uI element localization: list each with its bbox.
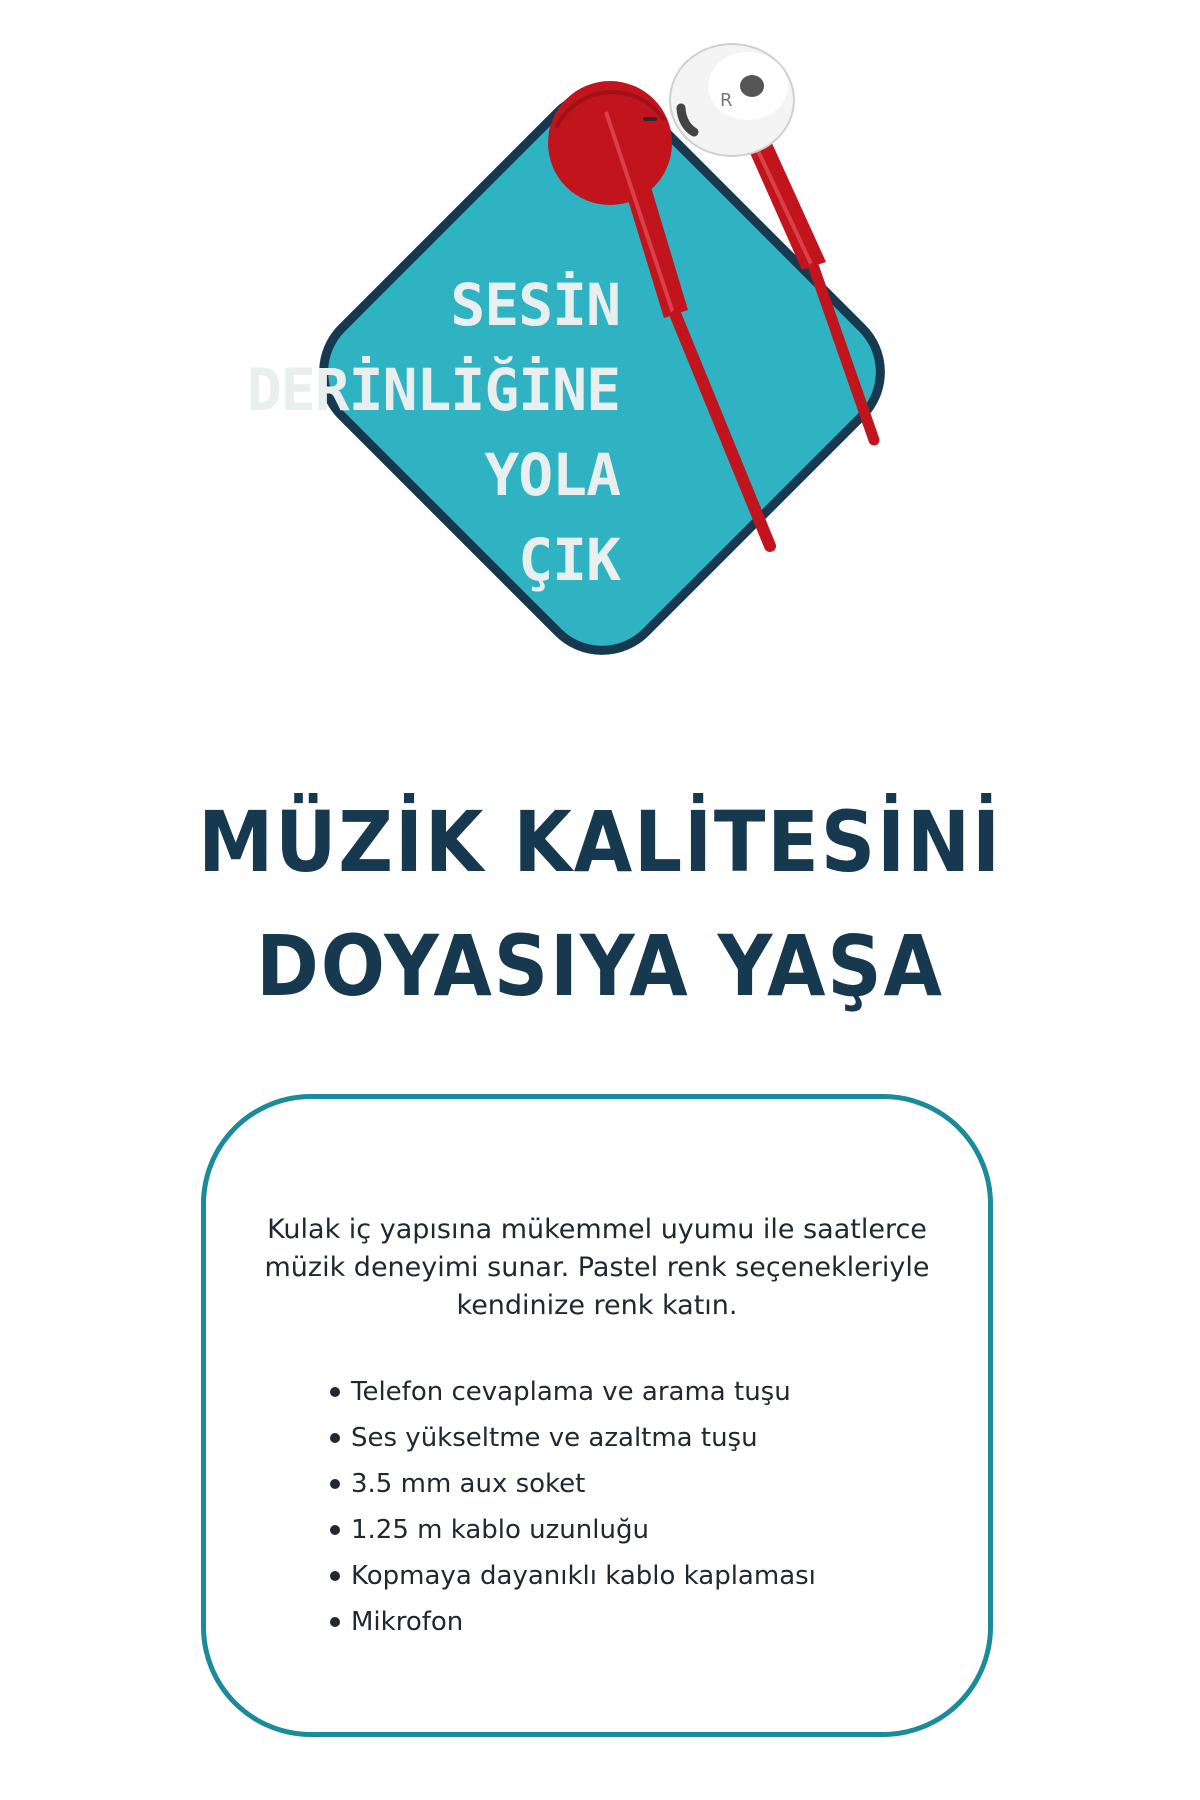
description-line-1: Kulak iç yapısına mükemmel uyumu ile saatlerce [267,1214,927,1245]
feature-label: Kopmaya dayanıklı kablo kaplaması [351,1561,816,1591]
feature-item [330,1553,816,1599]
feature-item [330,1507,816,1553]
info-card [201,1094,993,1737]
feature-item [330,1461,816,1507]
feature-label: 1.25 m kablo uzunluğu [351,1515,649,1545]
hero-graphic [0,0,1200,720]
feature-item [330,1415,816,1461]
slogan-line-2: DERİNLİĞİNE [246,356,620,424]
bullet-icon [330,1525,340,1535]
white-earbud [670,44,794,156]
feature-list [330,1369,816,1645]
description-line-3: kendinize renk katın. [456,1290,738,1321]
bullet-icon [330,1479,340,1489]
product-description [246,1211,948,1325]
feature-label: 3.5 mm aux soket [351,1469,586,1499]
feature-item [330,1369,816,1415]
feature-label: Mikrofon [351,1607,464,1637]
slogan-line-3: YOLA [484,441,620,509]
headline-line-2: DOYASIYA YAŞA [256,917,944,1015]
bullet-icon [330,1617,340,1627]
feature-label: Ses yükseltme ve azaltma tuşu [351,1423,758,1453]
bullet-icon [330,1433,340,1443]
slogan-line-1: SESİN [450,271,620,339]
description-line-2: müzik deneyimi sunar. Pastel renk seçenekleriyle [264,1252,930,1283]
slogan-line-4: ÇIK [518,526,620,594]
feature-item [330,1599,816,1645]
feature-label: Telefon cevaplama ve arama tuşu [351,1377,791,1407]
headline [60,780,1140,1028]
headline-line-1: MÜZİK KALİTESİNİ [198,793,1002,891]
bullet-icon [330,1571,340,1581]
earbud-r-marking: R [720,90,733,111]
bullet-icon [330,1387,340,1397]
